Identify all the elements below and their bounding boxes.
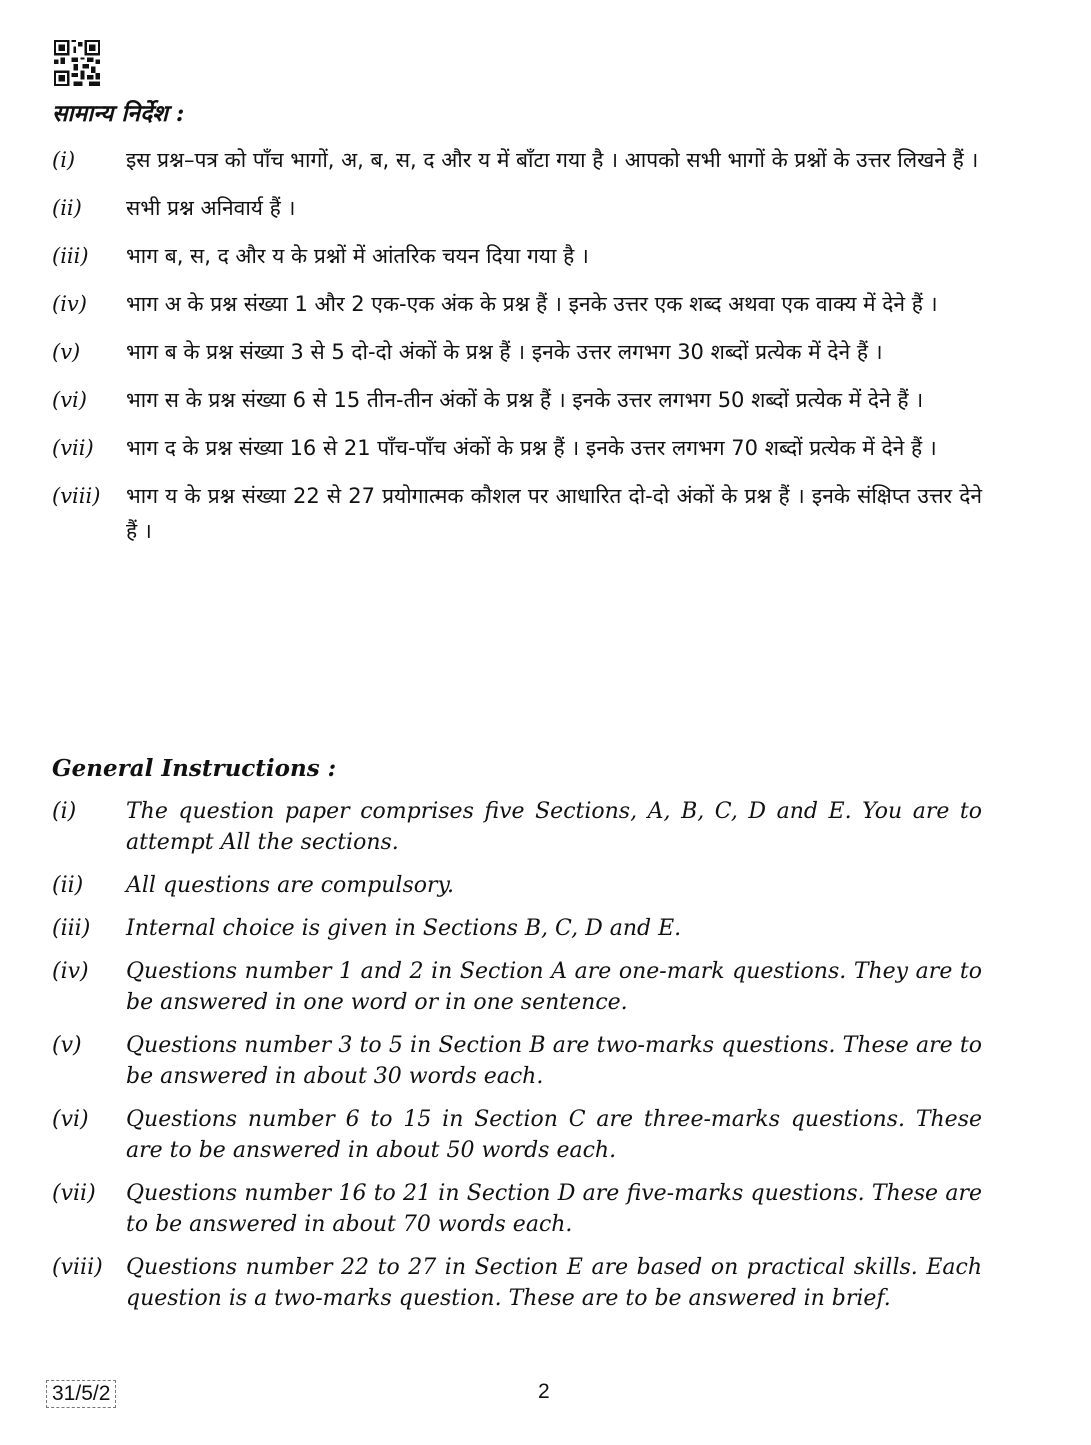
item-number: (ii) xyxy=(52,196,82,220)
item-number: (i) xyxy=(52,148,76,172)
list-item xyxy=(52,287,982,322)
list-item xyxy=(52,191,982,226)
item-number: (ii) xyxy=(52,873,84,898)
item-number: (iv) xyxy=(52,292,87,316)
general-instructions-heading: General Instructions : xyxy=(52,755,337,782)
item-number: (iii) xyxy=(52,244,89,268)
hindi-instructions-heading: सामान्य निर्देश : xyxy=(52,100,185,127)
item-text: भाग स के प्रश्न संख्या 6 से 15 तीन-तीन अंकों के प्रश्न हैं । इनके उत्तर लगभग 50 शब्दों प्रत्येक में देने हैं । xyxy=(126,388,924,412)
item-text: भाग ब, स, द और य के प्रश्नों में आंतरिक चयन दिया गया है । xyxy=(126,244,589,268)
item-text: Questions number 16 to 21 in Section D are five-marks questions. These are to be answered in about 70 words each. xyxy=(126,1181,982,1237)
item-text: सभी प्रश्न अनिवार्य हैं । xyxy=(126,196,296,220)
item-text: Questions number 22 to 27 in Section E are based on practical skills. Each question is a two-marks question. These are to be answered in brief. xyxy=(126,1255,982,1311)
item-number: (vi) xyxy=(52,388,87,412)
item-number: (iv) xyxy=(52,959,89,984)
item-number: (i) xyxy=(52,799,77,824)
item-text: Questions number 3 to 5 in Section B are two-marks questions. These are to be answered in about 30 words each. xyxy=(126,1033,982,1089)
item-text: All questions are compulsory. xyxy=(126,873,455,898)
list-item xyxy=(52,431,982,466)
general-instructions-list xyxy=(52,796,982,1326)
item-number: (vii) xyxy=(52,436,94,460)
item-number: (viii) xyxy=(52,484,101,508)
list-item xyxy=(52,143,982,178)
item-text: Internal choice is given in Sections B, C, D and E. xyxy=(126,916,682,941)
list-item xyxy=(52,1104,982,1166)
paper-code-badge: 31/5/2 xyxy=(46,1380,116,1408)
item-text: भाग ब के प्रश्न संख्या 3 से 5 दो-दो अंकों के प्रश्न हैं । इनके उत्तर लगभग 30 शब्दों प्रत्येक में देने हैं । xyxy=(126,340,883,364)
item-number: (viii) xyxy=(52,1255,103,1280)
list-item xyxy=(52,870,982,901)
list-item xyxy=(52,1030,982,1092)
item-number: (v) xyxy=(52,1033,82,1058)
item-text: भाग य के प्रश्न संख्या 22 से 27 प्रयोगात्मक कौशल पर आधारित दो-दो अंकों के प्रश्न हैं । इनके संक्षिप्त उत्तर देने हैं । xyxy=(126,484,982,543)
list-item xyxy=(52,335,982,370)
list-item xyxy=(52,796,982,858)
list-item xyxy=(52,479,982,549)
list-item xyxy=(52,956,982,1018)
page-number: 2 xyxy=(538,1380,550,1403)
item-number: (iii) xyxy=(52,916,91,941)
hindi-instructions-list xyxy=(52,143,982,562)
item-number: (v) xyxy=(52,340,81,364)
item-text: Questions number 6 to 15 in Section C are three-marks questions. These are to be answered in about 50 words each. xyxy=(126,1107,982,1163)
list-item xyxy=(52,383,982,418)
list-item xyxy=(52,239,982,274)
item-text: Questions number 1 and 2 in Section A are one-mark questions. They are to be answered in one word or in one sentence. xyxy=(126,959,982,1015)
item-number: (vi) xyxy=(52,1107,89,1132)
item-text: The question paper comprises five Sections, A, B, C, D and E. You are to attempt All the sections. xyxy=(126,799,982,855)
item-text: इस प्रश्न–पत्र को पाँच भागों, अ, ब, स, द और य में बाँटा गया है । आपको सभी भागों के प्रश्नों के उत्तर लिखने हैं । xyxy=(126,148,979,172)
list-item xyxy=(52,1252,982,1314)
item-text: भाग अ के प्रश्न संख्या 1 और 2 एक-एक अंक के प्रश्न हैं । इनके उत्तर एक शब्द अथवा एक वाक्य में देने हैं । xyxy=(126,292,938,316)
list-item xyxy=(52,913,982,944)
list-item xyxy=(52,1178,982,1240)
item-number: (vii) xyxy=(52,1181,96,1206)
item-text: भाग द के प्रश्न संख्या 16 से 21 पाँच-पाँच अंकों के प्रश्न हैं । इनके उत्तर लगभग 70 शब्दों प्रत्येक में देने हैं । xyxy=(126,436,937,460)
qr-code-icon xyxy=(54,40,100,86)
